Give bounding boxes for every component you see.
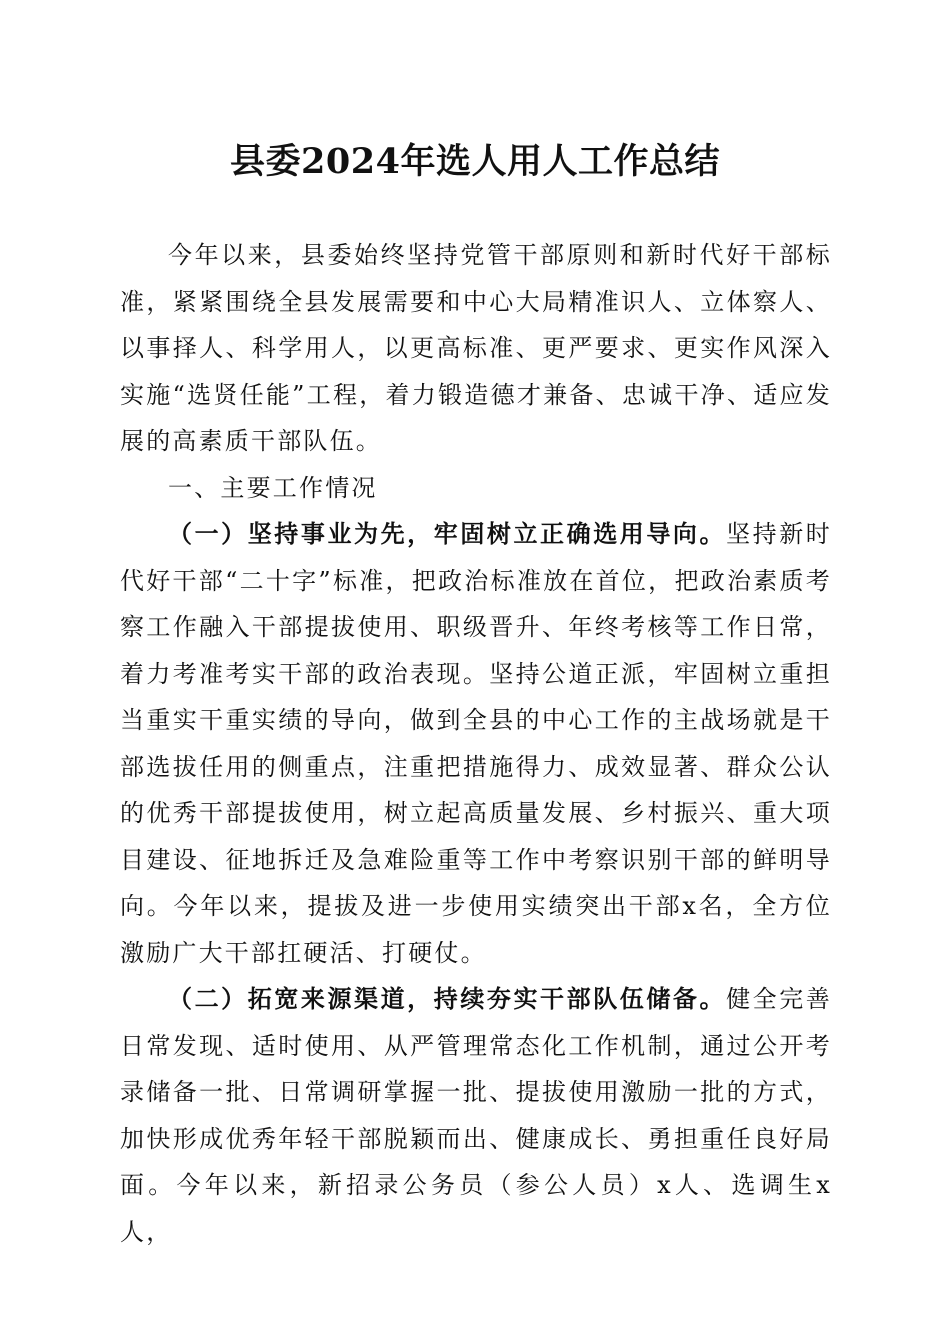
section-item-2	[120, 976, 832, 1255]
page-title: 县委2024年选人用人工作总结	[230, 141, 720, 182]
item-1-body: 坚持新时代好干部“二十字”标准，把政治标准放在首位，把政治素质考察工作融入干部提拔使用、职级晋升、年终考核等工作日常，着力考准考实干部的政治表现。坚持公道正派，牢固树立重担当重实干重实绩的导向，做到全县的中心工作的主战场就是干部选拔任用的侧重点，注重把措施得力、成效显著、群众公认的优秀干部提拔使用，树立起高质量发展、乡村振兴、重大项目建设、征地拆迁及急难险重等工作中考察识别干部的鲜明导向。今年以来，提拔及进一步使用实绩突出干部x名，全方位激励广大干部扛硬活、打硬仗。	[120, 520, 832, 967]
intro-paragraph: 今年以来，县委始终坚持党管干部原则和新时代好干部标准，紧紧围绕全县发展需要和中心大局精准识人、立体察人、以事择人、科学用人，以更高标准、更严要求、更实作风深入实施“选贤任能”工程，着力锻造德才兼备、忠诚干净、适应发展的高素质干部队伍。	[120, 241, 832, 455]
section-item-1	[120, 511, 832, 976]
item-2-body: 健全完善日常发现、适时使用、从严管理常态化工作机制，通过公开考录储备一批、日常调研掌握一批、提拔使用激励一批的方式，加快形成优秀年轻干部脱颖而出、健康成长、勇担重任良好局面。今年以来，新招录公务员（参公人员）x人、选调生x人，	[120, 985, 832, 1246]
item-2-heading: （二）拓宽来源渠道，持续夯实干部队伍储备。	[168, 985, 727, 1013]
item-1-heading: （一）坚持事业为先，牢固树立正确选用导向。	[168, 520, 727, 548]
document-body	[120, 232, 832, 1255]
section-heading: 一、主要工作情况	[168, 473, 378, 502]
